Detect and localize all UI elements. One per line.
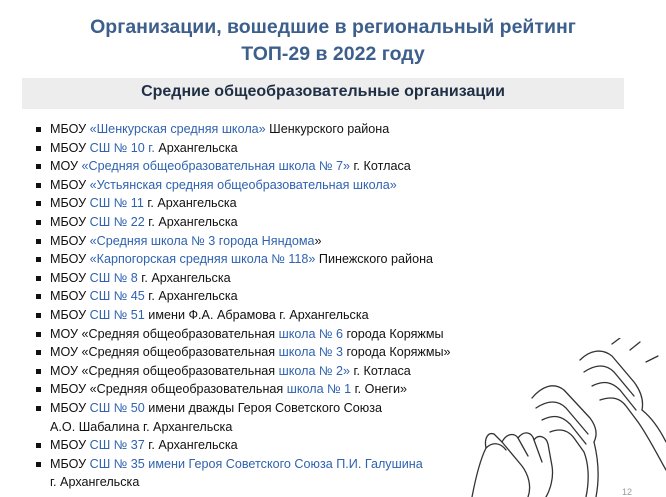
- item-text: МОУ «Средняя общеобразовательная: [50, 345, 279, 360]
- item-text: МОУ: [50, 159, 82, 174]
- item-highlight: СШ № 11: [89, 196, 144, 211]
- list-item: [35, 306, 625, 325]
- list-item: [35, 120, 625, 139]
- item-text: г. Архангельска: [143, 196, 237, 211]
- item-text: имени дважды Героя Советского Союза: [144, 400, 382, 415]
- item-highlight: СШ № 37: [89, 438, 145, 453]
- title-line-2: ТОП-29 в 2022 году: [241, 43, 425, 65]
- item-text: МОУ «Средняя общеобразовательная: [50, 363, 279, 378]
- clapping-hands-illustration: [462, 338, 666, 497]
- item-highlight: «Карпогорская средняя школа № 118»: [89, 252, 316, 267]
- item-text: г. Архангельска: [144, 438, 238, 453]
- item-text: г. Котласа: [349, 363, 411, 378]
- item-text: города Коряжмы»: [342, 345, 451, 360]
- section-header-band: [22, 78, 624, 109]
- item-highlight: «Устьянская средняя общеобразовательная школа»: [89, 177, 397, 192]
- item-text: МБОУ: [50, 438, 90, 453]
- item-highlight: школа № 6: [278, 326, 343, 341]
- item-highlight: СШ № 51: [89, 307, 145, 322]
- item-highlight: школа № 1: [286, 382, 352, 397]
- item-text: МБОУ: [50, 177, 90, 192]
- item-text: МБОУ: [50, 456, 90, 471]
- item-text: г. Онеги»: [351, 382, 408, 397]
- item-text: МБОУ: [50, 233, 90, 248]
- list-item: [35, 194, 625, 213]
- item-text: имени Ф.А. Абрамова г. Архангельска: [144, 307, 369, 322]
- item-highlight: «Средняя общеобразовательная школа № 7»: [81, 159, 350, 174]
- item-text: г. Архангельска: [144, 289, 238, 304]
- list-item: [35, 139, 625, 158]
- item-text: Шенкурского района: [265, 122, 390, 136]
- item-highlight: школа № 2»: [278, 363, 350, 378]
- item-text: МБОУ: [50, 289, 90, 304]
- item-text: МБОУ: [50, 270, 90, 285]
- item-text: МБОУ: [50, 122, 90, 136]
- item-text: г. Архангельска: [144, 214, 238, 229]
- list-item: [35, 232, 625, 251]
- list-item: [35, 287, 625, 306]
- item-text: А.О. Шабалина г. Архангельска: [50, 419, 233, 434]
- item-text: МБОУ: [50, 252, 90, 267]
- list-item: [35, 269, 625, 288]
- page-number: 12: [621, 487, 632, 497]
- item-highlight: СШ № 8: [89, 270, 138, 285]
- list-item: [35, 157, 625, 176]
- list-item: [35, 176, 625, 195]
- title-line-1: Организации, вошедшие в региональный рейтинг: [90, 16, 576, 38]
- item-text: МБОУ: [50, 400, 90, 415]
- item-text: Пинежского района: [315, 252, 434, 267]
- item-text: Архангельска: [154, 140, 238, 155]
- item-text: г. Архангельска: [137, 270, 231, 285]
- item-highlight: СШ № 45: [89, 289, 145, 304]
- item-text: г. Архангельска: [50, 475, 140, 490]
- slide-title: [0, 14, 666, 68]
- item-text: »: [314, 233, 322, 248]
- item-text: города Коряжмы: [342, 326, 444, 341]
- item-highlight: СШ № 50: [89, 400, 145, 415]
- item-highlight: СШ № 22: [89, 214, 145, 229]
- item-text: МБОУ: [50, 196, 90, 211]
- item-text: МБОУ «Средняя общеобразовательная: [50, 382, 287, 397]
- item-highlight: «Шенкурская средняя школа»: [89, 122, 266, 136]
- item-text: г. Котласа: [349, 159, 411, 174]
- item-highlight: «Средняя школа № 3 города Няндома: [89, 233, 315, 248]
- item-highlight: СШ № 35 имени Героя Советского Союза П.И. Галушина: [89, 456, 423, 471]
- list-item: [35, 250, 625, 269]
- list-item: [35, 213, 625, 232]
- item-text: МБОУ: [50, 307, 90, 322]
- item-highlight: школа № 3: [278, 345, 343, 360]
- item-text: МОУ «Средняя общеобразовательная: [50, 326, 279, 341]
- item-text: МБОУ: [50, 214, 90, 229]
- item-highlight: СШ № 10 г.: [89, 140, 155, 155]
- section-header: Средние общеобразовательные организации: [141, 83, 505, 100]
- item-text: МБОУ: [50, 140, 90, 155]
